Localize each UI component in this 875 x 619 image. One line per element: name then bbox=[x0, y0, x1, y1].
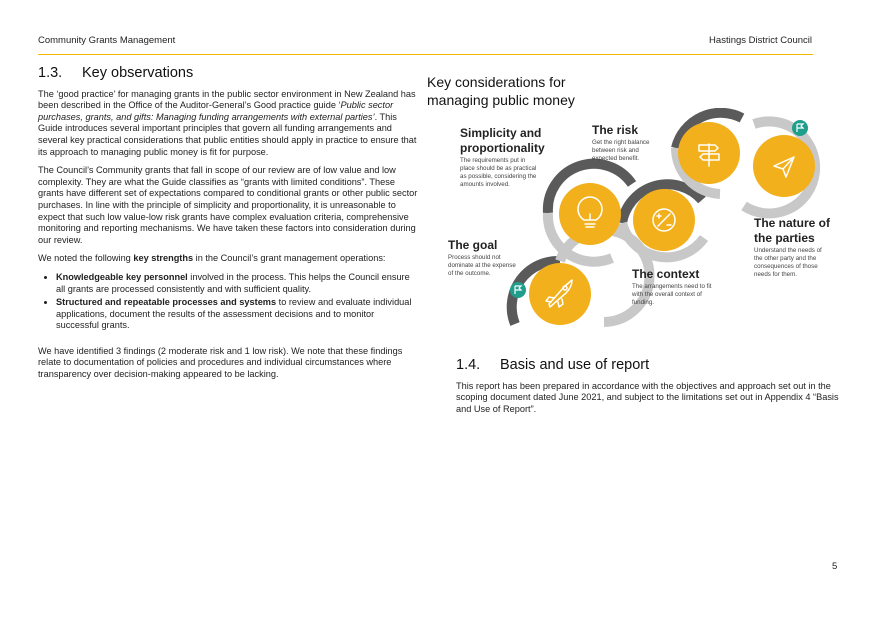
bold-text: key strengths bbox=[133, 253, 194, 264]
paragraph-scope: The Council’s Community grants that fall in scope of our review are of low value and low complexity. They are what the Guide classifies as “grants with limited conditions”. These grants have different set of expectations compared to conditional grants or other public sector purchases. In line with the principle of simplicity and proportionality, it is unreasonable to expect that such low value-low risk grants have complex evaluation criteria, comprehensive monitoring and reporting mechanisms. We have taken these factors into consideration during our review. bbox=[38, 165, 418, 245]
parties-title-line2: the parties bbox=[754, 231, 815, 245]
text-run: The ‘good practice’ for managing grants in the public sector environment in New Zealand has been described in the Office of the Auditor-General’s Good practice guide ‘ bbox=[38, 88, 416, 111]
section-title: Key observations bbox=[82, 65, 194, 81]
list-item bbox=[56, 297, 418, 332]
risk-desc-line: expected benefit. bbox=[592, 155, 640, 162]
section-number: 1.3. bbox=[38, 65, 63, 81]
text-run: in the Council’s grant management operations: bbox=[193, 253, 386, 264]
risk-desc-line: Get the right balance bbox=[592, 139, 650, 146]
goal-title: The goal bbox=[448, 238, 498, 252]
paragraph-basis: This report has been prepared in accordance with the objectives and approach set out in the scoping document dated June 2021, and subject to the limitations set out in Appendix 4 “Basis and Use of Report”. bbox=[456, 380, 839, 414]
text-run: to review and evaluate individual applications, document the results of the assessment decisions and to monitor successful grants. bbox=[56, 297, 412, 331]
context-desc-line: funding. bbox=[632, 299, 655, 306]
key-observations-section bbox=[38, 65, 418, 388]
paragraph-good-practice bbox=[38, 89, 418, 159]
parties-desc-line: consequences of those bbox=[754, 263, 818, 270]
goal-desc-line: Process should not bbox=[448, 254, 501, 261]
page-number: 5 bbox=[832, 561, 838, 572]
simplicity-title-line1: Simplicity and bbox=[460, 126, 542, 140]
text-run: involved in the process. This helps the Council ensure all grants are processed consistently and with sufficient quality. bbox=[56, 271, 410, 294]
goal-circle bbox=[529, 263, 591, 325]
header-document-title: Community Grants Management bbox=[38, 35, 176, 46]
text-run: . This Guide introduces several important principles that govern all funding arrangements and several key practical considerations that public entities should apply in practice to ensure that its approach to managing public money is fit for purpose. bbox=[38, 111, 417, 157]
section-title: Basis and use of report bbox=[500, 357, 650, 373]
simplicity-desc-line: The requirements put in bbox=[460, 157, 526, 164]
parties-desc-line: needs for them. bbox=[754, 271, 797, 278]
strengths-list bbox=[38, 272, 418, 332]
simplicity-title-line2: proportionality bbox=[460, 141, 545, 155]
context-desc-line: with the overall context of bbox=[632, 291, 702, 298]
section-heading bbox=[38, 65, 418, 81]
parties-circle bbox=[753, 135, 815, 197]
paragraph-strengths-intro bbox=[38, 253, 418, 265]
list-item bbox=[56, 272, 418, 295]
section-heading bbox=[456, 357, 841, 373]
parties-desc-line: Understand the needs of bbox=[754, 247, 822, 254]
simplicity-desc-line: as possible, considering the bbox=[460, 173, 537, 180]
context-desc-line: The arrangements need to fit bbox=[632, 283, 712, 290]
bold-text: Knowledgeable key personnel bbox=[56, 271, 188, 282]
simplicity-desc-line: place should be as practical bbox=[460, 165, 537, 172]
context-title: The context bbox=[632, 267, 700, 281]
basis-section bbox=[456, 357, 841, 422]
bold-text: Structured and repeatable processes and systems bbox=[56, 297, 277, 308]
key-considerations-diagram bbox=[444, 108, 844, 348]
risk-title: The risk bbox=[592, 123, 639, 137]
simplicity-desc-line: amounts involved. bbox=[460, 181, 510, 188]
parties-desc-line: the other party and the bbox=[754, 255, 817, 262]
goal-desc-line: dominate at the expense bbox=[448, 262, 516, 269]
diagram-title: Key considerations for managing public money bbox=[427, 74, 575, 108]
parties-title-line1: The nature of bbox=[754, 216, 831, 230]
header-divider bbox=[38, 54, 813, 55]
goal-desc-line: of the outcome. bbox=[448, 270, 491, 277]
text-run: We noted the following bbox=[38, 253, 134, 264]
header-organisation: Hastings District Council bbox=[709, 35, 812, 46]
risk-desc-line: between risk and bbox=[592, 147, 639, 154]
paragraph-findings: We have identified 3 findings (2 moderate risk and 1 low risk). We note that these findings relate to documentation of policies and procedures and individual circumstances where transparency over decision-making appeared to be lacking. bbox=[38, 345, 403, 380]
guide-title-italic: Public sector purchases, grants, and gifts: Managing funding arrangements with external parties’ bbox=[38, 100, 394, 122]
section-number: 1.4. bbox=[456, 357, 481, 373]
